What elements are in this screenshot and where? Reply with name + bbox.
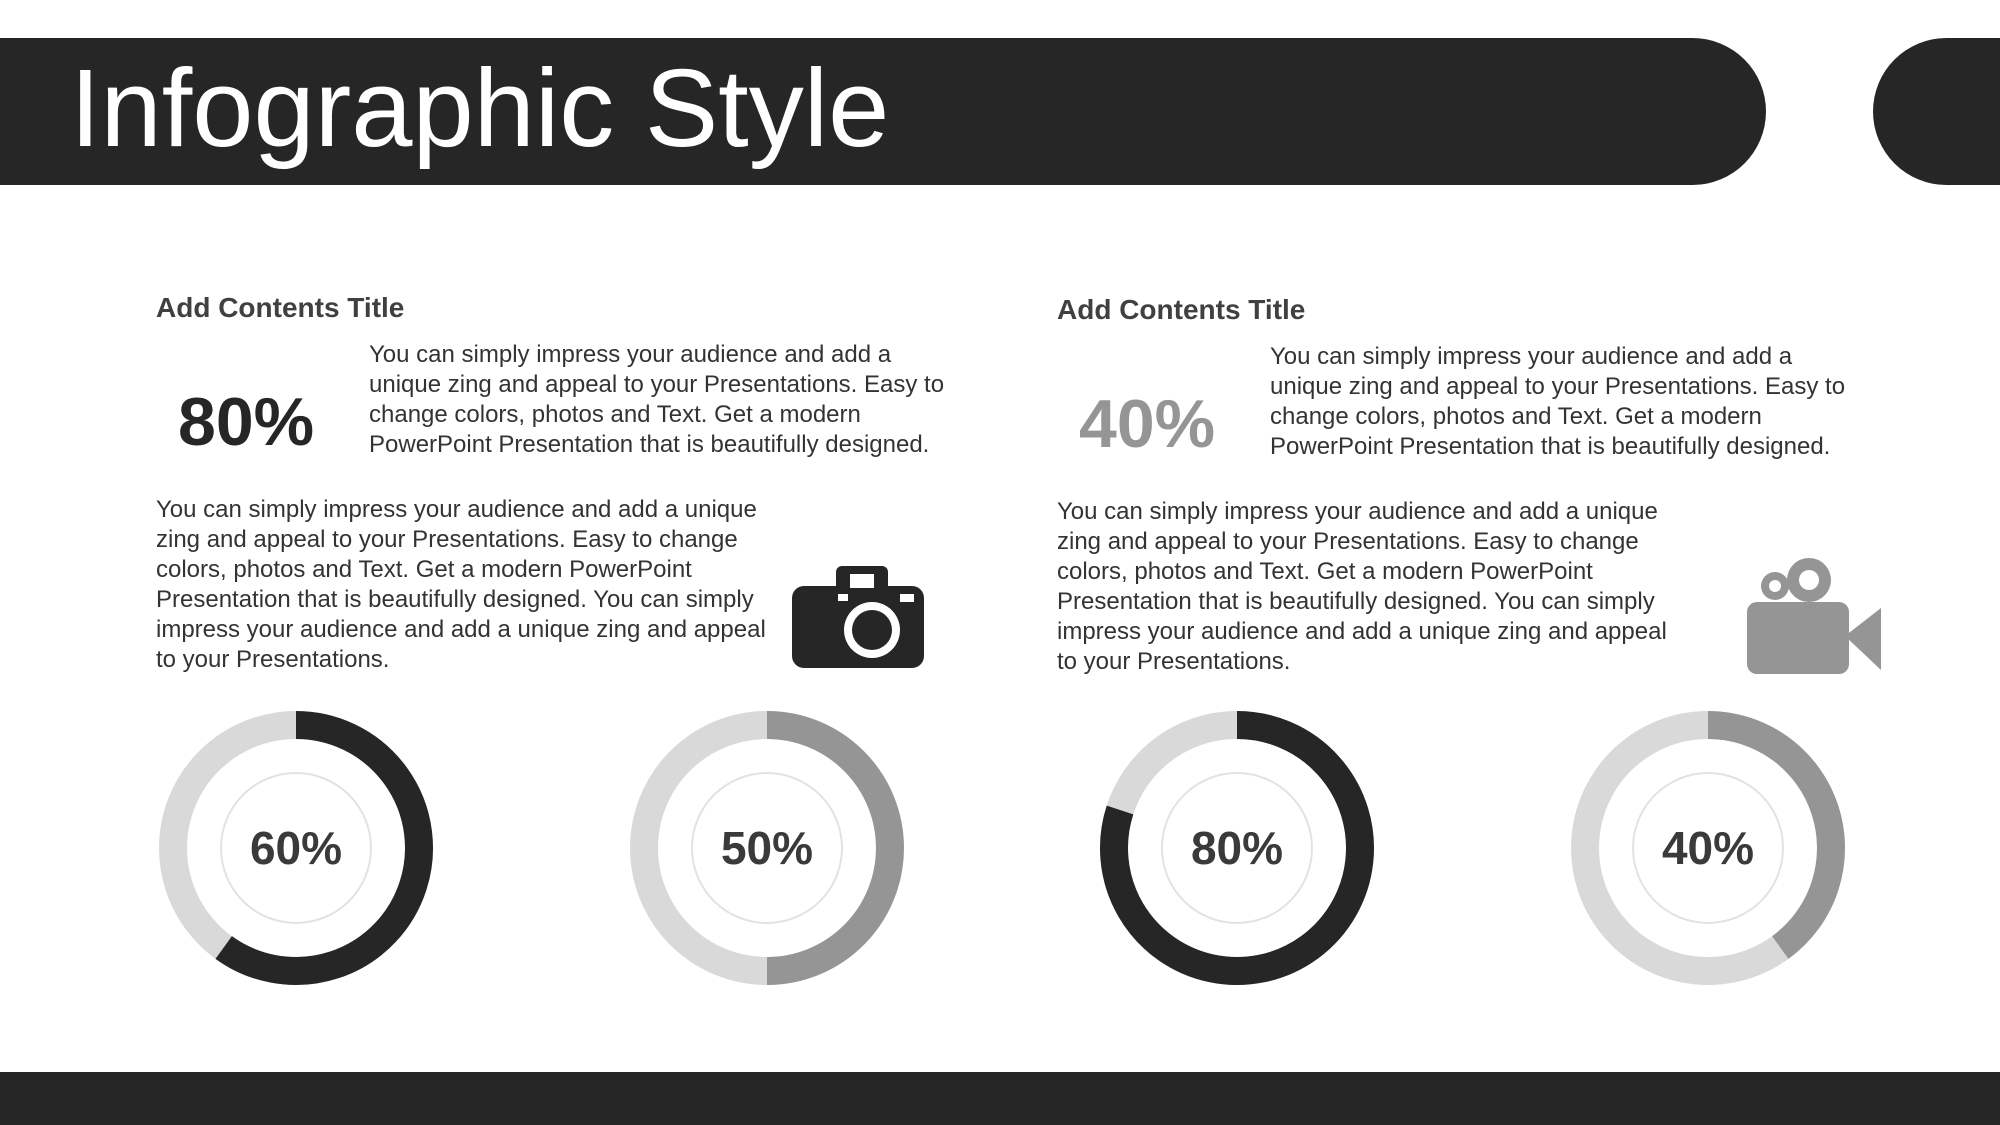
block-text-secondary: You can simply impress your audience and add a unique zing and appeal to your Presentations. Easy to change colors, photos and Text. Get a modern PowerPoint Presentation that is beautifully designed. You can simply impress your audience and add a unique zing and appeal to your Presentations. (1057, 498, 1667, 675)
block-text-primary: You can simply impress your audience and add a unique zing and appeal to your Presentations. Easy to change colors, photos and Text. Get a modern PowerPoint Presentation that is beautifully designed. (1270, 343, 1846, 460)
donut-label: 60% (249, 822, 343, 874)
donut-label: 80% (1190, 822, 1284, 874)
donut-chart-1 (156, 708, 436, 988)
donut-label: 50% (720, 822, 814, 874)
block-title: Add Contents Title (156, 292, 405, 323)
content-block-2 (1057, 294, 1887, 714)
video-camera-icon (1747, 558, 1881, 679)
donut-label: 40% (1661, 822, 1755, 874)
camera-icon (792, 566, 924, 673)
footer-bar (0, 1072, 2000, 1125)
block-percent: 40% (1079, 386, 1216, 462)
donut-chart-2 (627, 708, 907, 988)
block-percent: 80% (178, 384, 315, 460)
content-block-1 (156, 292, 986, 712)
header-pill-decoration (1873, 38, 2000, 185)
donut-chart-3 (1097, 708, 1377, 988)
block-text-primary: You can simply impress your audience and add a unique zing and appeal to your Presentations. Easy to change colors, photos and Text. Get a modern PowerPoint Presentation that is beautifully designed. (369, 341, 945, 458)
page-title: Infographic Style (70, 47, 890, 170)
block-title: Add Contents Title (1057, 294, 1306, 325)
block-text-secondary: You can simply impress your audience and add a unique zing and appeal to your Presentations. Easy to change colors, photos and Text. Get a modern PowerPoint Presentation that is beautifully designed. You can simply impress your audience and add a unique zing and appeal to your Presentations. (156, 496, 766, 673)
donut-chart-4 (1568, 708, 1848, 988)
